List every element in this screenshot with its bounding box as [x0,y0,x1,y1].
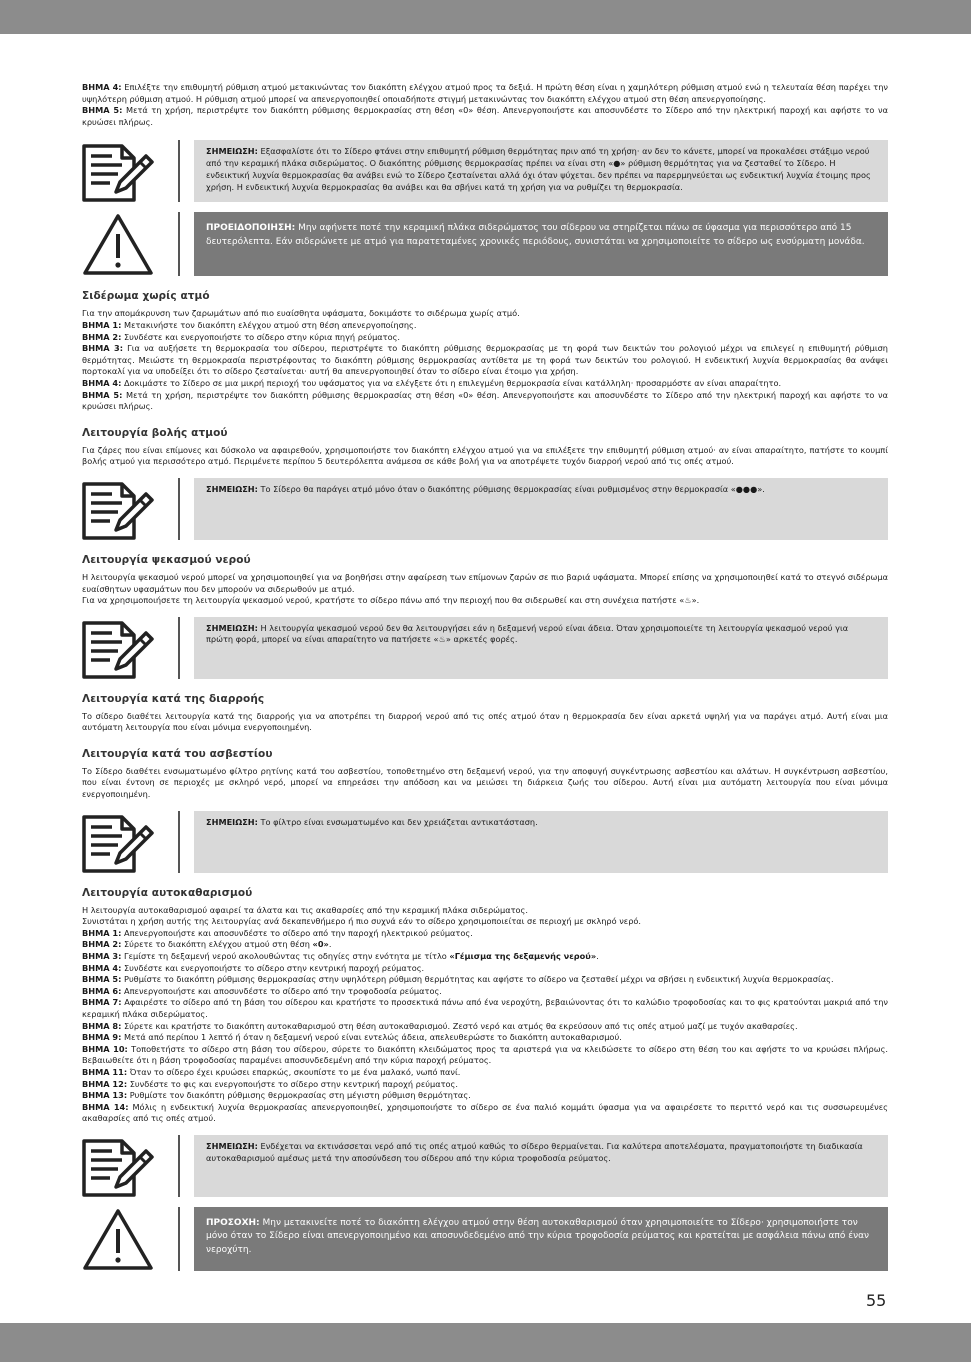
divider [178,617,180,679]
step-text: Συνδέστε και ενεργοποιήστε το σίδερο στην κύρια πηγή ρεύματος. [121,331,401,342]
step-text: Απενεργοποιήστε και αποσυνδέστε το σίδερο από την παροχή ηλεκτρικού ρεύματος. [121,927,473,938]
paragraph: Συνιστάται η χρήση αυτής της λειτουργίας ανά δεκαπενθήμερο ή πιο συχνά εάν το σίδερο χρησιμοποιείται σε περιοχή με σκληρό νερό. [82,916,642,927]
step-text: Για να αυξήσετε τη θερμοκρασία του σίδερου, περιστρέψτε το διακόπτη ρύθμισης θερμοκρασίας με τη φορά των δεικτών του ρολογιού μέχρι να επιλεγεί η επιθυμητή ρύθμιση θερμότητας. Μειώστε τη θερμοκρασία περιστρέφοντας το διακόπτη ρύθμισης θερμοκρασίας αντίθετα με τη φορά των δεικτών του ρολογιού. Η ενδεικτική λυχνία θερμοκρασίας θα ανάψει πορτοκαλί για να υποδείξει ότι το σίδερο ζεσταίνεται· αυτή θα απενεργοποιηθεί όταν το σίδερο είναι έτοιμο για χρήση. [82,343,888,377]
step-label: ΒΗΜΑ 13: [82,1090,128,1101]
paragraph: Το Σίδερο διαθέτει ενσωματωμένο φίλτρο ρητίνης κατά του ασβεστίου, τοποθετημένο στη δεξαμενή νερού, για την αποφυγή συγκέντρωσης ασβεστίου και αλάτων. Η συγκέντρωση ασβεστίου, που είναι έντονη σε περιοχές με σκληρό νερό, μπορεί να επηρεάσει την απόδοση και να μειώσει τη διάρκεια ζωής του σίδερου. Αυτή είναι μια αυτόματη λειτουργία που είναι μόνιμα ενεργοποιημένη. [82,765,888,800]
note-body: Το Σίδερο θα παράγει ατμό μόνο όταν ο διακόπτης ρύθμισης θερμοκρασίας είναι ρυθμισμένος στην θερμοκρασία «●●●». [257,483,765,494]
bottom-bar [0,1323,971,1362]
step-label: ΒΗΜΑ 12: [82,1078,128,1089]
note-body: Η λειτουργία ψεκασμού νερού δεν θα λειτουργήσει εάν η δεξαμενή νερού είναι άδεια. Όταν χρησιμοποιείτε τη λειτουργία ψεκασμού νερού για πρώτη φορά, μπορεί να είναι απαραίτητο να πατήσετε «♨» αρκετές φορές. [206,622,849,645]
paragraph: Για ζάρες που είναι επίμονες και δύσκολο να αφαιρεθούν, χρησιμοποιήστε τον διακόπτη ελέγχου ατμού για να επιλέξετε την επιθυμητή ρύθμιση ατμού· αν είναι απαραίτητο, πατήστε το κουμπί βολής ατμού για περισσότερο ατμό. Περιμένετε περίπου 5 δευτερόλεπτα ανάμεσα σε κάθε βολή για να αποτρέψετε τυχόν διαρροή νερού από τις οπές ατμού. [82,444,888,467]
note-label: ΣΗΜΕΙΩΣΗ: [206,1140,258,1151]
step-text: Αφαιρέστε το σίδερο από τη βάση του σίδερου και κρατήστε το προσεκτικά πάνω από ένα νεροχύτη, βεβαιώνοντας ότι το καλώδιο τροφοδοσίας και το φις κρατούνται μακριά από την κεραμική πλάκα σιδερώματος. [82,997,888,1019]
divider [178,478,180,540]
step-label: ΒΗΜΑ 5: [82,105,123,116]
note-pencil-icon [82,478,154,540]
step-text: Μετά από περίπου 1 λεπτό ή όταν η δεξαμενή νερού είναι εντελώς άδεια, απελευθερώστε το διακόπτη αυτοκαθαρισμού. [121,1032,622,1043]
note-label: ΣΗΜΕΙΩΣΗ: [206,483,258,494]
paragraph [82,951,888,963]
step-label: ΒΗΜΑ 4: [82,82,122,92]
paragraph: Το σίδερο διαθέτει λειτουργία κατά της διαρροής για να αποτρέπει τη διαρροή νερού από τις οπές ατμού όταν η θερμοκρασία δεν είναι αρκετά υψηλή για να παράγει ατμό. Αυτή είναι μια αυτόματη λειτουργία που είναι μόνιμα ενεργοποιημένη. [82,710,888,733]
paragraph: Για την απομάκρυνση των ζαρωμάτων από πιο ευαίσθητα υφάσματα, δοκιμάστε το σιδέρωμα χωρίς ατμό. [82,308,520,319]
paragraph [82,390,888,413]
section-title: Λειτουργία κατά του ασβεστίου [82,747,273,760]
section-title: Λειτουργία κατά της διαρροής [82,692,265,705]
paragraph [82,1044,888,1067]
step-text: Επιλέξτε την επιθυμητή ρύθμιση ατμού μετακινώντας τον διακόπτη ελέγχου ατμού προς τα δεξιά. Η πρώτη θέση είναι η χαμηλότερη ρύθμιση ατμού ενώ η τελευταία θέση παρέχει την υψηλότερη ρύθμιση ατμού. Η ρύθμιση ατμού μπορεί να απενεργοποιηθεί οποιαδήποτε στιγμή μετακινώντας τον διακόπτη ελέγχου ατμού στη θέση απενεργοποίησης. [82,82,889,104]
step-text: Τοποθετήστε το σίδερο στη βάση του σίδερου, σύρετε το διακόπτη κλειδώματος προς τα αριστερά για να κλειδώσετε το σίδερο στη θέση του και αφήστε το να κρυώσει πλήρως. Βεβαιωθείτε ότι η βάση τροφοδοσίας παραμένει αποσυνδεδεμένη από την κύρια παροχή ρεύματος. [82,1043,888,1066]
top-bar [0,0,971,34]
paragraph [82,1090,888,1102]
step-label: ΒΗΜΑ 5: [82,974,122,985]
step-label: ΒΗΜΑ 3: [82,343,123,354]
step-text: Συνδέστε και ενεργοποιήστε το σίδερο στην κεντρική παροχή ρεύματος. [121,962,425,973]
note-text [194,811,888,873]
paragraph: Η λειτουργία αυτοκαθαρισμού αφαιρεί τα άλατα και τις ακαθαρσίες από την κεραμική πλάκα σιδερώματος. [82,904,528,915]
paragraph: Η λειτουργία ψεκασμού νερού μπορεί να χρησιμοποιηθεί για να βοηθήσει στην αφαίρεση των επίμονων ζαρών σε πιο βαριά υφάσματα. Μπορεί επίσης να χρησιμοποιηθεί κατά το στεγνό σιδέρωμα ευαίσθητων υφασμάτων που δεν μπορούν να σιδερωθούν με ατμό. [82,571,888,594]
paragraph [82,1032,888,1044]
paragraph [82,1021,888,1033]
warning-label: ΠΡΟΣΟΧΗ: [206,1217,260,1228]
paragraph [82,986,888,998]
step-label: ΒΗΜΑ 8: [82,1020,122,1031]
note-box [82,478,888,540]
step-text: Σύρετε και κρατήστε το διακόπτη αυτοκαθαρισμού στη θέση αυτοκαθαρισμού. Ζεστό νερό και ατμός θα εκρεύσουν από τις οπές ατμού μαζί με τυχόν ακαθαρσίες. [121,1020,798,1031]
paragraph [82,1067,888,1079]
divider [178,1135,180,1197]
note-text [194,140,888,202]
step-bold: «Γέμισμα της δεξαμενής νερού» [449,951,597,962]
step-label: ΒΗΜΑ 1: [82,927,122,938]
step-text: Γεμίστε τη δεξαμενή νερού ακολουθώντας τις οδηγίες στην ενότητα με τίτλο [121,951,450,962]
paragraph [82,320,888,332]
section-title: Λειτουργία βολής ατμού [82,426,228,439]
note-text [194,478,888,540]
step-text: Μετακινήστε τον διακόπτη ελέγχου ατμού στη θέση απενεργοποίησης. [121,319,417,330]
step-label: ΒΗΜΑ 1: [82,319,122,330]
step-text: Ρυθμίστε τον διακόπτη ρύθμισης θερμοκρασίας στη μέγιστη ρύθμιση θερμότητας. [127,1090,471,1101]
step-label: ΒΗΜΑ 5: [82,389,123,400]
step-label: ΒΗΜΑ 2: [82,939,122,950]
warning-body: Μην αφήνετε ποτέ την κεραμική πλάκα σιδερώματος του σίδερου να στηρίζεται πάνω σε ύφασμα για περισσότερο από 15 δευτερόλεπτα. Εάν σιδερώνετε με ατμό για παρατεταμένες χρονικές περιόδους, συνιστάται να χρησιμοποιείτε το σίδερο ως ενσύρματη μονάδα. [206,223,865,247]
warning-text [194,1207,888,1271]
note-box [82,140,888,202]
note-pencil-icon [82,811,154,873]
step-label: ΒΗΜΑ 4: [82,962,122,973]
paragraph [82,974,888,986]
note-body: Ενδέχεται να εκτινάσσεται νερό από τις οπές ατμού καθώς το σίδερο θερμαίνεται. Για καλύτερα αποτελέσματα, πραγματοποιήστε τη διαδικασία αυτοκαθαρισμού αμέσως μετά την αποσύνδεση του σίδερου από την κύρια τροφοδοσία ρεύματος. [206,1140,863,1163]
paragraph [82,963,888,975]
warning-box [82,1207,888,1271]
note-box [82,1135,888,1197]
paragraph [82,343,888,378]
divider [178,1207,180,1271]
step-text: Δοκιμάστε το Σίδερο σε μια μικρή περιοχή του υφάσματος για να ελέγξετε ότι η επιλεγμένη θερμοκρασία είναι κατάλληλη· προσαρμόστε αν είναι απαραίτητο. [121,377,782,388]
note-body: Το φίλτρο είναι ενσωματωμένο και δεν χρειάζεται αντικατάσταση. [257,816,538,827]
step-text: Συνδέστε το φις και ενεργοποιήστε το σίδερο στην κεντρική παροχή ρεύματος. [127,1078,458,1089]
step-text: Μετά τη χρήση, περιστρέψτε τον διακόπτη ρύθμισης θερμοκρασίας στη θέση «0» θέση. Απενεργοποιήστε και αποσυνδέστε το Σίδερο από την ηλεκτρική παροχή και αφήστε το να κρυώσει πλήρως. [82,389,888,412]
step-text: Ρυθμίστε το διακόπτη ρύθμισης θερμοκρασίας στην υψηλότερη ρύθμιση θερμότητας και αφήστε το σίδερο να ζεσταθεί μέχρι να σβήσει η ενδεικτική λυχνία θερμοκρασίας. [121,974,834,985]
note-box [82,811,888,873]
paragraph [82,378,888,390]
step-text: Σύρετε το διακόπτη ελέγχου ατμού στη θέση [121,939,313,950]
note-text [194,1135,888,1197]
step-label: ΒΗΜΑ 6: [82,985,122,996]
step-label: ΒΗΜΑ 7: [82,997,122,1008]
note-pencil-icon [82,140,154,202]
paragraph [82,939,888,951]
paragraph [82,1079,888,1091]
step-bold: «0» [312,939,329,950]
step-label: ΒΗΜΑ 3: [82,951,122,962]
note-label: ΣΗΜΕΙΩΣΗ: [206,816,258,827]
paragraph [82,332,888,344]
section-title: Σιδέρωμα χωρίς ατμό [82,290,210,303]
step-label: ΒΗΜΑ 10: [82,1043,128,1054]
note-text [194,617,888,679]
paragraph [82,105,888,128]
note-label: ΣΗΜΕΙΩΣΗ: [206,622,258,633]
note-pencil-icon [82,617,154,679]
note-label: ΣΗΜΕΙΩΣΗ: [206,146,258,157]
divider [178,140,180,202]
page-number: 55 [866,1291,887,1310]
warning-triangle-icon [82,1207,154,1271]
note-body: Εξασφαλίστε ότι το Σίδερο φτάνει στην επιθυμητή ρύθμιση θερμότητας πριν από τη χρήση· αν δεν το κάνετε, μπορεί να προκαλέσει στάξιμο νερού από την κεραμική πλάκα σιδερώματος. Ο διακόπτης ρύθμισης θερμοκρασίας πρέπει να είναι στη «●» ρύθμιση θερμότητας για να ζεσταθεί το Σίδερο. Η ενδεικτική λυχνία θερμοκρασίας θα ανάβει ενώ το Σίδερο ζεσταίνεται αλλά όχι όταν ψύχεται. δεν πρέπει να παρερμηνεύεται ως ενδεικτική λυχνία έτοιμης προς χρήση. Η ενδεικτική λυχνία θερμοκρασίας θα ανάβει και θα σβήνει κατά τη χρήση για να ρυθμίζει τη θερμοκρασία. [206,146,871,192]
warning-triangle-icon [82,212,154,276]
warning-body: Μην μετακινείτε ποτέ το διακόπτη ελέγχου ατμού στην θέση αυτοκαθαρισμού όταν χρησιμοποιείτε το Σίδερο· χρησιμοποιήστε τον μόνο όταν το Σίδερο είναι απενεργοποιημένο και αποσυνδεδεμένο από την κύρια τροφοδοσία ρεύματος και κρατείται με ασφάλεια πάνω από έναν νεροχύτη. [206,1217,870,1255]
step-end: . [596,951,599,962]
page-content [82,82,888,1281]
warning-box [82,212,888,276]
step-label: ΒΗΜΑ 11: [82,1066,128,1077]
step-text: Μετά τη χρήση, περιστρέψτε τον διακόπτη ρύθμισης θερμοκρασίας στη θέση «0» θέση. Απενεργοποιήστε και αποσυνδέστε το Σίδερο από την ηλεκτρική παροχή και αφήστε το να κρυώσει πλήρως. [82,105,888,127]
warning-text [194,212,888,276]
note-pencil-icon [82,1135,154,1197]
step-text: Μόλις η ενδεικτική λυχνία θερμοκρασίας απενεργοποιηθεί, χρησιμοποιήστε το σίδερο σε ένα παλιό κομμάτι ύφασμα για να αφαιρέσετε το περιττό νερό και τις συσσωρευμένες ακαθαρσίες από τις οπές ατμού. [82,1101,888,1124]
paragraph [82,1102,888,1125]
paragraph [82,997,888,1020]
step-end: . [328,939,332,950]
step-text: Απενεργοποιήστε και αποσυνδέστε το σίδερο από την τροφοδοσία ρεύματος. [121,985,442,996]
section-title: Λειτουργία ψεκασμού νερού [82,553,251,566]
warning-label: ΠΡΟΕΙΔΟΠΟΙΗΣΗ: [206,223,296,234]
section-title: Λειτουργία αυτοκαθαρισμού [82,886,253,899]
paragraph: Για να χρησιμοποιήσετε τη λειτουργία ψεκασμού νερού, κρατήστε το σίδερο πάνω από την περιοχή που θα σιδερωθεί και στη συνέχεια πατήστε «♨». [82,595,700,606]
step-label: ΒΗΜΑ 14: [82,1101,129,1112]
paragraph [82,928,888,940]
paragraph [82,82,888,105]
step-label: ΒΗΜΑ 4: [82,377,122,388]
step-label: ΒΗΜΑ 9: [82,1032,122,1043]
note-box [82,617,888,679]
divider [178,811,180,873]
step-label: ΒΗΜΑ 2: [82,331,122,342]
step-text: Όταν το σίδερο έχει κρυώσει επαρκώς, σκουπίστε το με ένα μαλακό, νωπό πανί. [127,1066,461,1077]
divider [178,212,180,276]
